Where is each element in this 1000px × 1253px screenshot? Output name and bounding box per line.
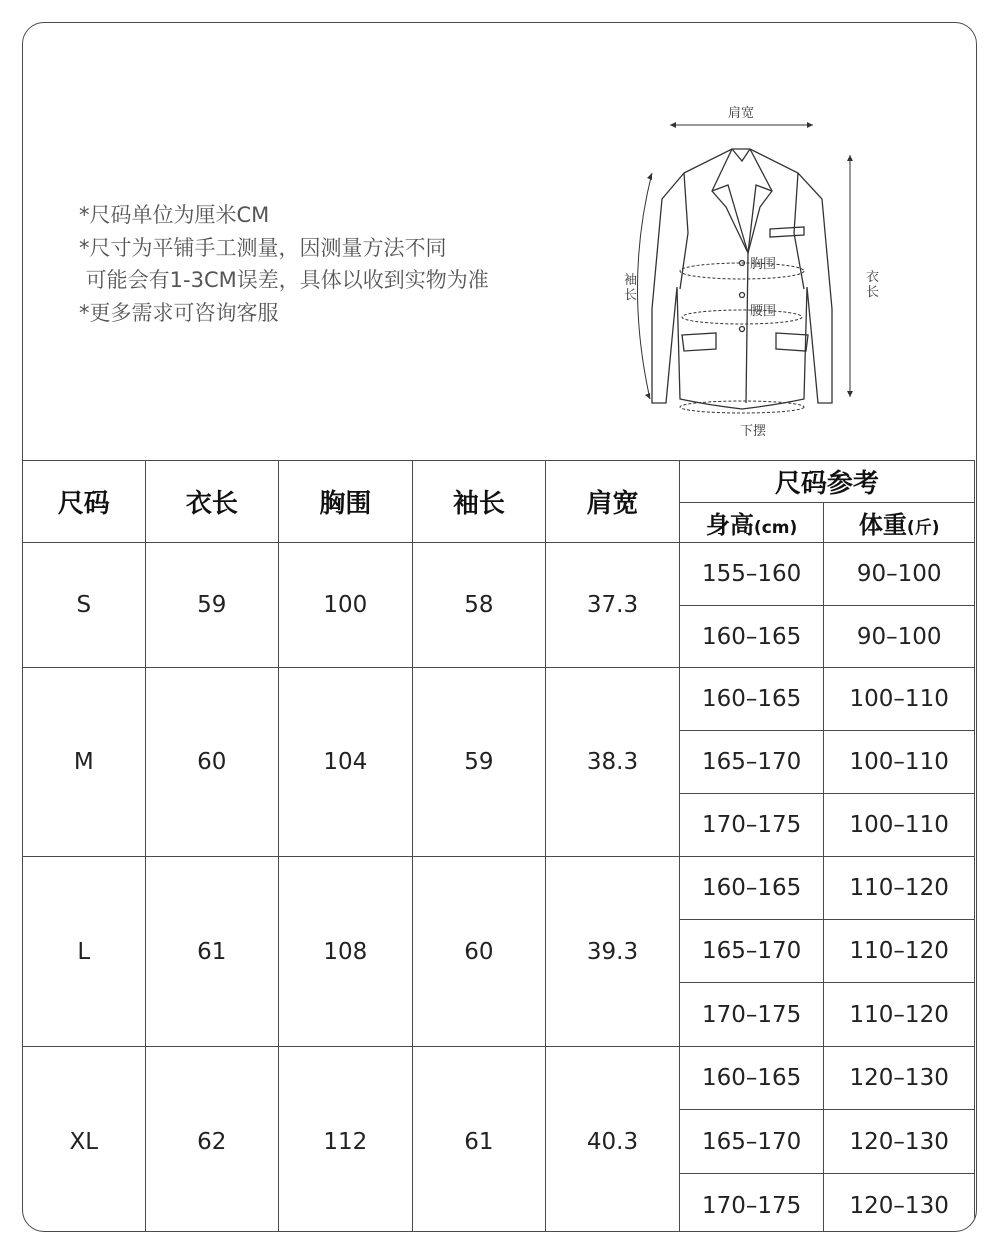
table-row xyxy=(23,1047,975,1110)
cell-chest: 112 xyxy=(279,1047,413,1233)
cell-weight: 90–100 xyxy=(824,606,975,668)
header-weight-unit: (斤) xyxy=(906,518,940,538)
cell-height: 160–165 xyxy=(679,668,824,731)
header-weight-text: 体重 xyxy=(858,511,907,539)
cell-weight: 90–100 xyxy=(824,543,975,606)
cell-shoulder: 37.3 xyxy=(546,543,680,668)
cell-height: 170–175 xyxy=(679,794,824,857)
note-line: *更多需求可咨询客服 xyxy=(79,300,279,325)
cell-weight: 110–120 xyxy=(824,857,975,920)
label-sleeve-1: 袖 xyxy=(624,273,638,288)
cell-shoulder: 39.3 xyxy=(546,857,680,1047)
cell-weight: 100–110 xyxy=(824,731,975,794)
cell-size: M xyxy=(23,668,146,857)
size-chart-card xyxy=(22,22,977,1232)
cell-chest: 108 xyxy=(279,857,413,1047)
cell-weight: 120–130 xyxy=(824,1110,975,1174)
header-height-text: 身高 xyxy=(705,511,754,539)
cell-weight: 100–110 xyxy=(824,794,975,857)
header-height-unit: (cm) xyxy=(753,518,798,538)
cell-size: L xyxy=(23,857,146,1047)
cell-sleeve: 60 xyxy=(412,857,546,1047)
note-line: 可能会有1-3CM误差，具体以收到实物为准 xyxy=(79,268,489,292)
label-shoulder: 肩宽 xyxy=(727,106,755,121)
cell-length: 62 xyxy=(145,1047,279,1233)
cell-length: 59 xyxy=(145,543,279,668)
jacket-measurement-diagram xyxy=(600,103,900,453)
cell-weight: 110–120 xyxy=(824,983,975,1047)
cell-sleeve: 61 xyxy=(412,1047,546,1233)
label-length-1: 衣 xyxy=(866,270,880,285)
cell-height: 170–175 xyxy=(679,983,824,1047)
label-hem: 下摆 xyxy=(740,424,767,439)
header-chest: 胸围 xyxy=(279,461,413,543)
table-row xyxy=(23,543,975,606)
cell-height: 160–165 xyxy=(679,606,824,668)
cell-size: XL xyxy=(23,1047,146,1233)
cell-length: 60 xyxy=(145,668,279,857)
cell-sleeve: 59 xyxy=(412,668,546,857)
cell-sleeve: 58 xyxy=(412,543,546,668)
size-table xyxy=(22,460,975,1232)
cell-weight: 100–110 xyxy=(824,668,975,731)
cell-height: 165–170 xyxy=(679,920,824,983)
header-size: 尺码 xyxy=(23,461,146,543)
cell-height: 160–165 xyxy=(679,1047,824,1110)
label-chest: 胸围 xyxy=(750,257,777,272)
note-line: *尺寸为平铺手工测量，因测量方法不同 xyxy=(79,235,447,260)
cell-chest: 104 xyxy=(279,668,413,857)
cell-size: S xyxy=(23,543,146,668)
cell-weight: 120–130 xyxy=(824,1174,975,1233)
cell-weight: 110–120 xyxy=(824,920,975,983)
label-sleeve-2: 长 xyxy=(624,288,638,303)
label-waist: 腰围 xyxy=(750,304,777,319)
cell-weight: 120–130 xyxy=(824,1047,975,1110)
header-size-reference: 尺码参考 xyxy=(679,461,974,503)
table-row xyxy=(23,857,975,920)
header-shoulder: 肩宽 xyxy=(546,461,680,543)
cell-height: 165–170 xyxy=(679,731,824,794)
header-weight xyxy=(824,503,975,543)
label-length-2: 长 xyxy=(866,285,880,300)
header-length: 衣长 xyxy=(145,461,279,543)
cell-height: 170–175 xyxy=(679,1174,824,1233)
size-notes xyxy=(79,199,489,329)
cell-height: 165–170 xyxy=(679,1110,824,1174)
header-sleeve: 袖长 xyxy=(412,461,546,543)
note-line: *尺码单位为厘米CM xyxy=(79,203,270,227)
cell-length: 61 xyxy=(145,857,279,1047)
table-row xyxy=(23,668,975,731)
cell-shoulder: 38.3 xyxy=(546,668,680,857)
cell-shoulder: 40.3 xyxy=(546,1047,680,1233)
cell-height: 155–160 xyxy=(679,543,824,606)
cell-height: 160–165 xyxy=(679,857,824,920)
cell-chest: 100 xyxy=(279,543,413,668)
header-height xyxy=(679,503,824,543)
